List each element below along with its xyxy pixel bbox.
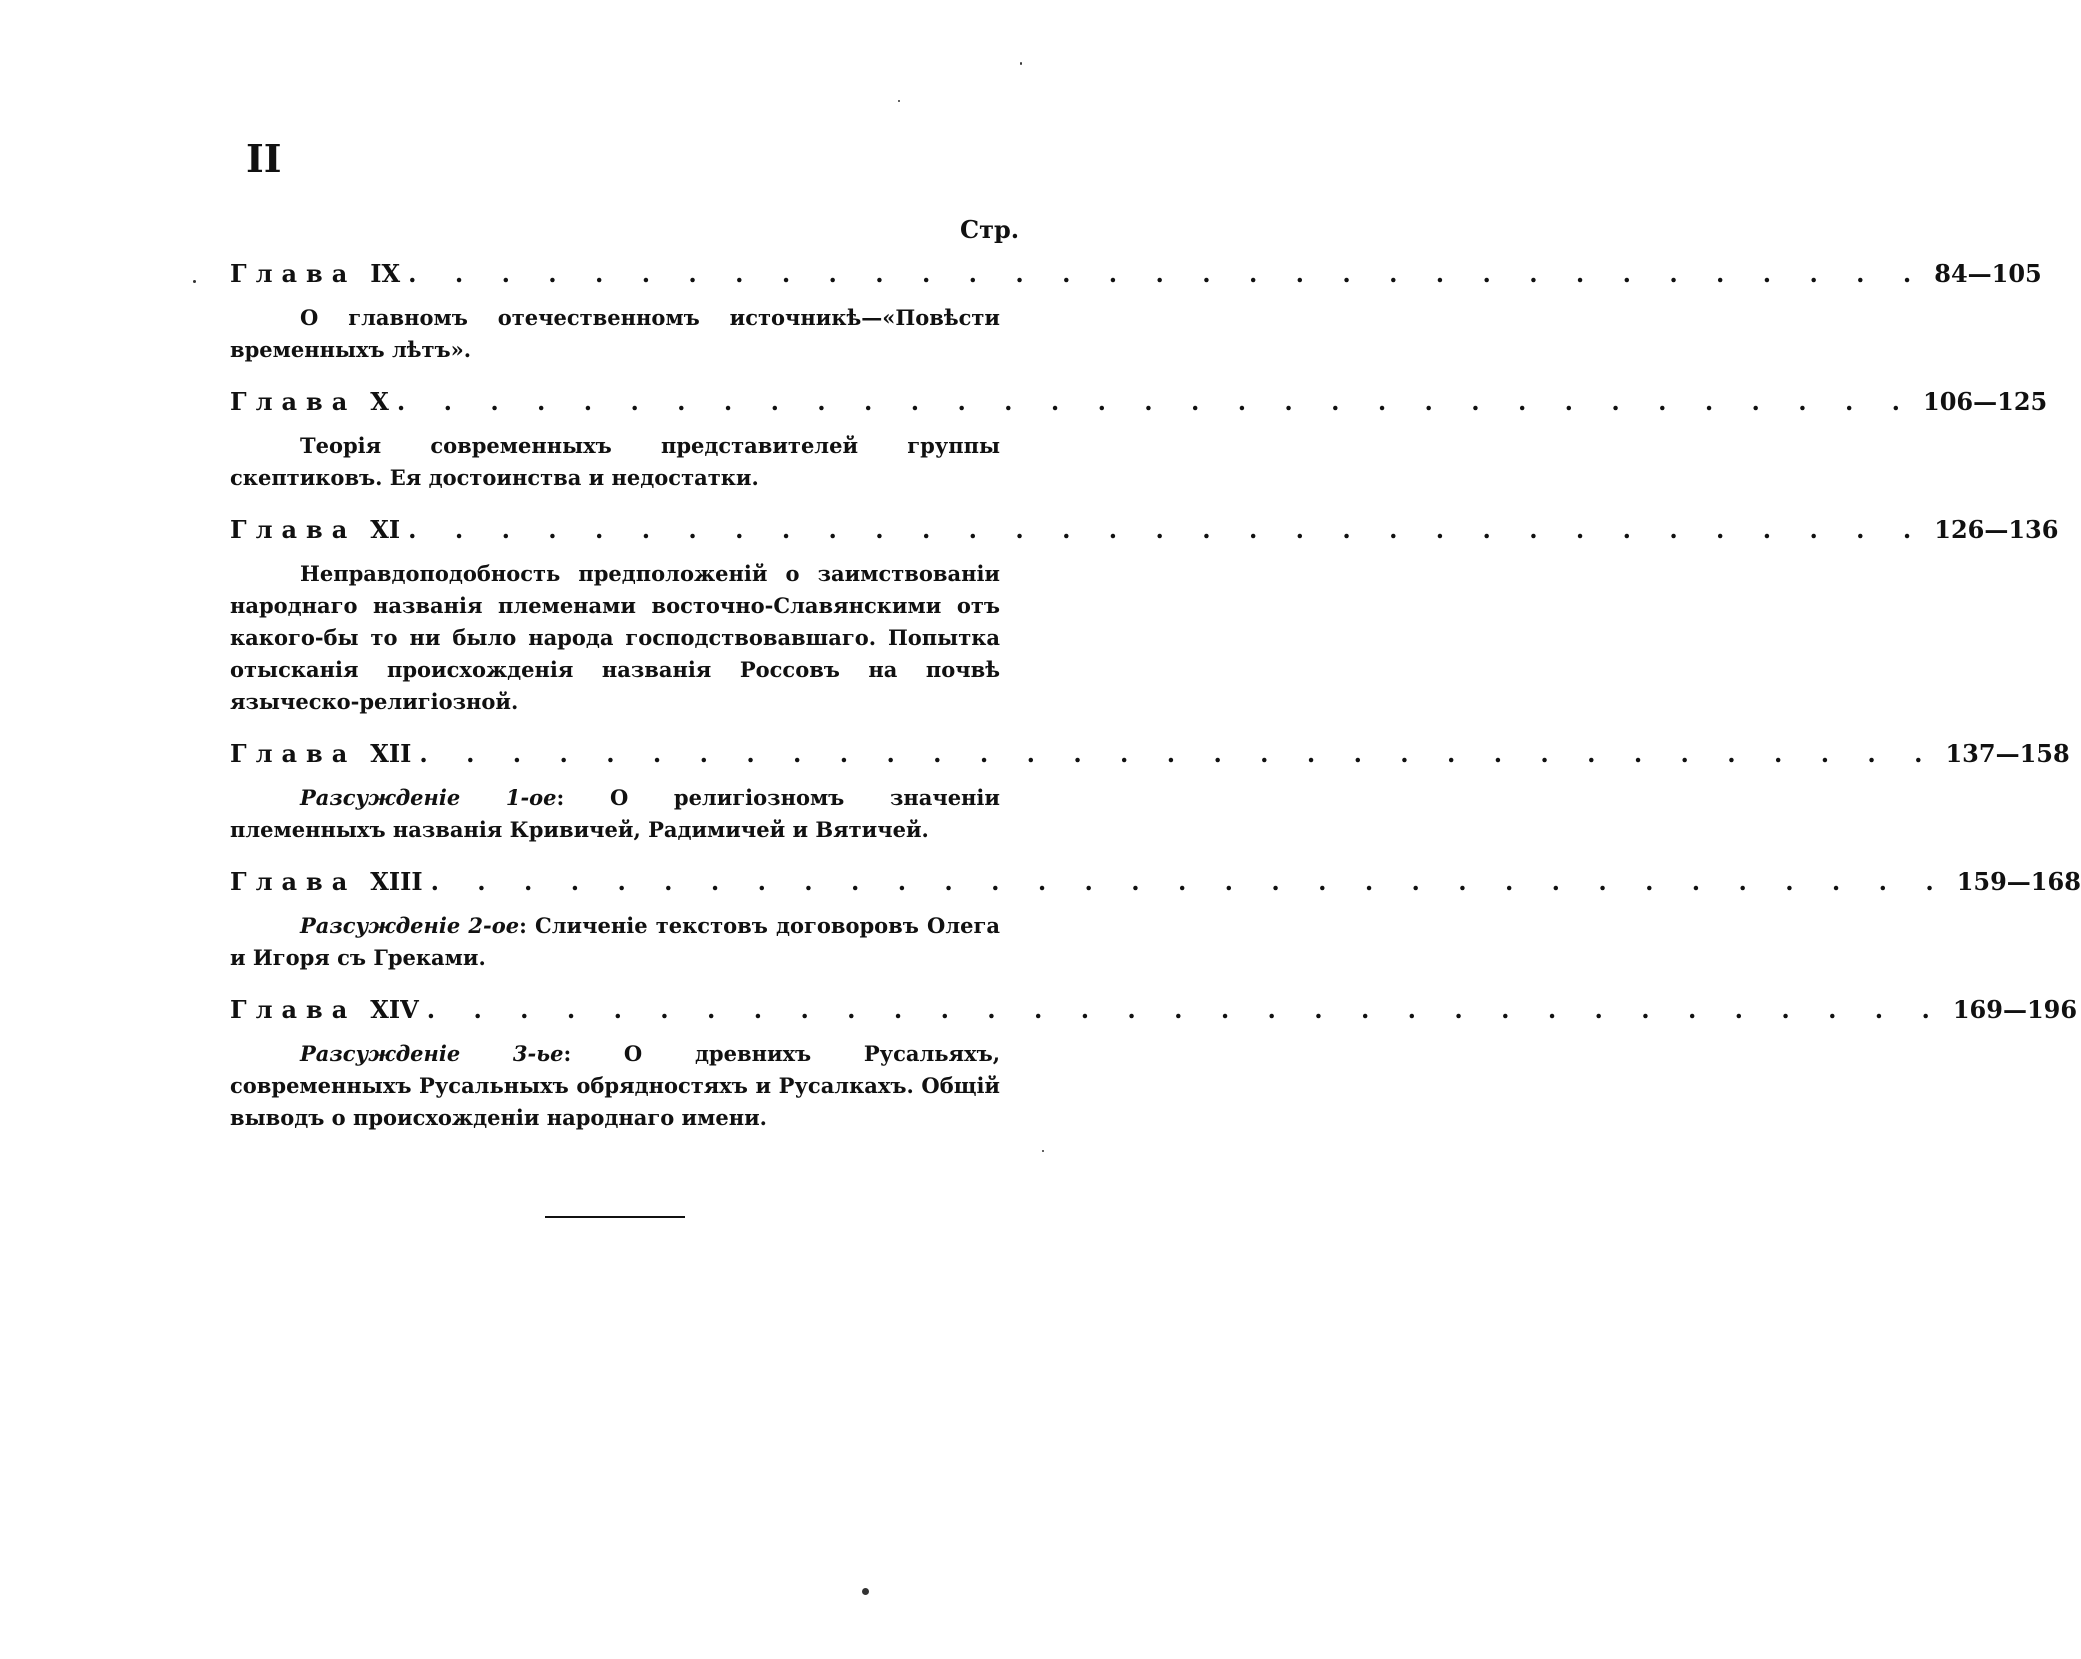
description-text: Неправдоподобность предположеній о заимствованіи народнаго названія племенами восточно-Славянскими отъ какого-бы то ни было народа господствовавшаго. Попытка отысканія происхожденія названія Россовъ на почвѣ языческо-религіозной. xyxy=(230,561,1000,714)
discourse-label: Разсужденіе 1-ое xyxy=(300,785,557,810)
chapter-description xyxy=(230,782,1000,846)
chapter-number: X xyxy=(370,387,389,416)
dot-leader: . . . . . . . . . . . . . . . . . . . . . . . . . . . . . . . . . xyxy=(408,515,1927,544)
chapter-description xyxy=(230,430,1000,494)
scan-speck xyxy=(193,280,196,283)
chapter-number: XI xyxy=(370,515,401,544)
scan-speck xyxy=(1020,62,1022,65)
scan-speck xyxy=(1042,1150,1044,1152)
description-text: : О древнихъ Русальяхъ, современныхъ Русальныхъ обрядностяхъ и Русалкахъ. Общій выводъ о происхожденіи народнаго имени. xyxy=(230,1041,1001,1130)
end-rule xyxy=(545,1216,685,1218)
chapter-pages: 84—105 xyxy=(1934,259,2042,288)
dot-leader: . . . . . . . . . . . . . . . . . . . . . . . . . . . . . . . . . xyxy=(396,387,1916,416)
description-text: О главномъ отечественномъ источникѣ—«Повѣсти временныхъ лѣтъ». xyxy=(230,305,1000,362)
page-number: II xyxy=(246,136,282,181)
chapter-heading-line xyxy=(230,992,2078,1028)
chapter-pages: 137—158 xyxy=(1945,739,2070,768)
scan-speck xyxy=(898,100,900,102)
chapter-word: Глава xyxy=(230,739,357,768)
chapter-pages: 159—168 xyxy=(1956,867,2081,896)
chapter-number: XIV xyxy=(370,995,419,1024)
chapter-word: Глава xyxy=(230,515,357,544)
pages-column-header: Стр. xyxy=(960,215,1020,244)
chapter-number: IX xyxy=(370,259,401,288)
chapter-entry-xiii xyxy=(230,864,2081,974)
chapter-pages: 126—136 xyxy=(1934,515,2059,544)
chapter-number: XIII xyxy=(370,867,423,896)
table-of-contents xyxy=(230,256,2081,1152)
chapter-heading-line xyxy=(230,864,2081,900)
scan-speck xyxy=(862,1588,869,1595)
chapter-pages: 169—196 xyxy=(1952,995,2078,1024)
description-text: Теорія современныхъ представителей группы скептиковъ. Ея достоинства и недостатки. xyxy=(230,433,1000,490)
chapter-description xyxy=(230,558,1000,718)
chapter-description xyxy=(230,910,1000,974)
chapter-heading-line xyxy=(230,384,2048,420)
chapter-heading-line xyxy=(230,736,2070,772)
chapter-heading-line xyxy=(230,512,2059,548)
chapter-word: Глава xyxy=(230,867,357,896)
description-text: : О религіозномъ значеніи племенныхъ названія Кривичей, Радимичей и Вятичей. xyxy=(230,785,1000,842)
chapter-description xyxy=(230,302,1000,366)
dot-leader: . . . . . . . . . . . . . . . . . . . . . . . . . . . . . . . . . xyxy=(408,259,1927,288)
chapter-entry-xiv xyxy=(230,992,2078,1134)
dot-leader: . . . . . . . . . . . . . . . . . . . . . . . . . . . . . . . . . xyxy=(419,739,1938,768)
dot-leader: . . . . . . . . . . . . . . . . . . . . . . . . . . . . . . . . . xyxy=(430,867,1949,896)
chapter-entry-xi xyxy=(230,512,2059,718)
chapter-entry-ix xyxy=(230,256,2042,366)
discourse-label: Разсужденіе 3-ье xyxy=(300,1041,564,1066)
discourse-label: Разсужденіе 2-ое xyxy=(300,913,520,938)
chapter-word: Глава xyxy=(230,387,357,416)
chapter-number: XII xyxy=(370,739,412,768)
dot-leader: . . . . . . . . . . . . . . . . . . . . . . . . . . . . . . . . . xyxy=(426,995,1945,1024)
chapter-entry-xii xyxy=(230,736,2070,846)
chapter-description xyxy=(230,1038,1000,1134)
chapter-pages: 106—125 xyxy=(1923,387,2048,416)
chapter-entry-x xyxy=(230,384,2048,494)
description-text: : Сличеніе текстовъ договоровъ Олега и Игоря съ Греками. xyxy=(230,913,1000,970)
chapter-word: Глава xyxy=(230,995,357,1024)
chapter-word: Глава xyxy=(230,259,357,288)
chapter-heading-line xyxy=(230,256,2042,292)
